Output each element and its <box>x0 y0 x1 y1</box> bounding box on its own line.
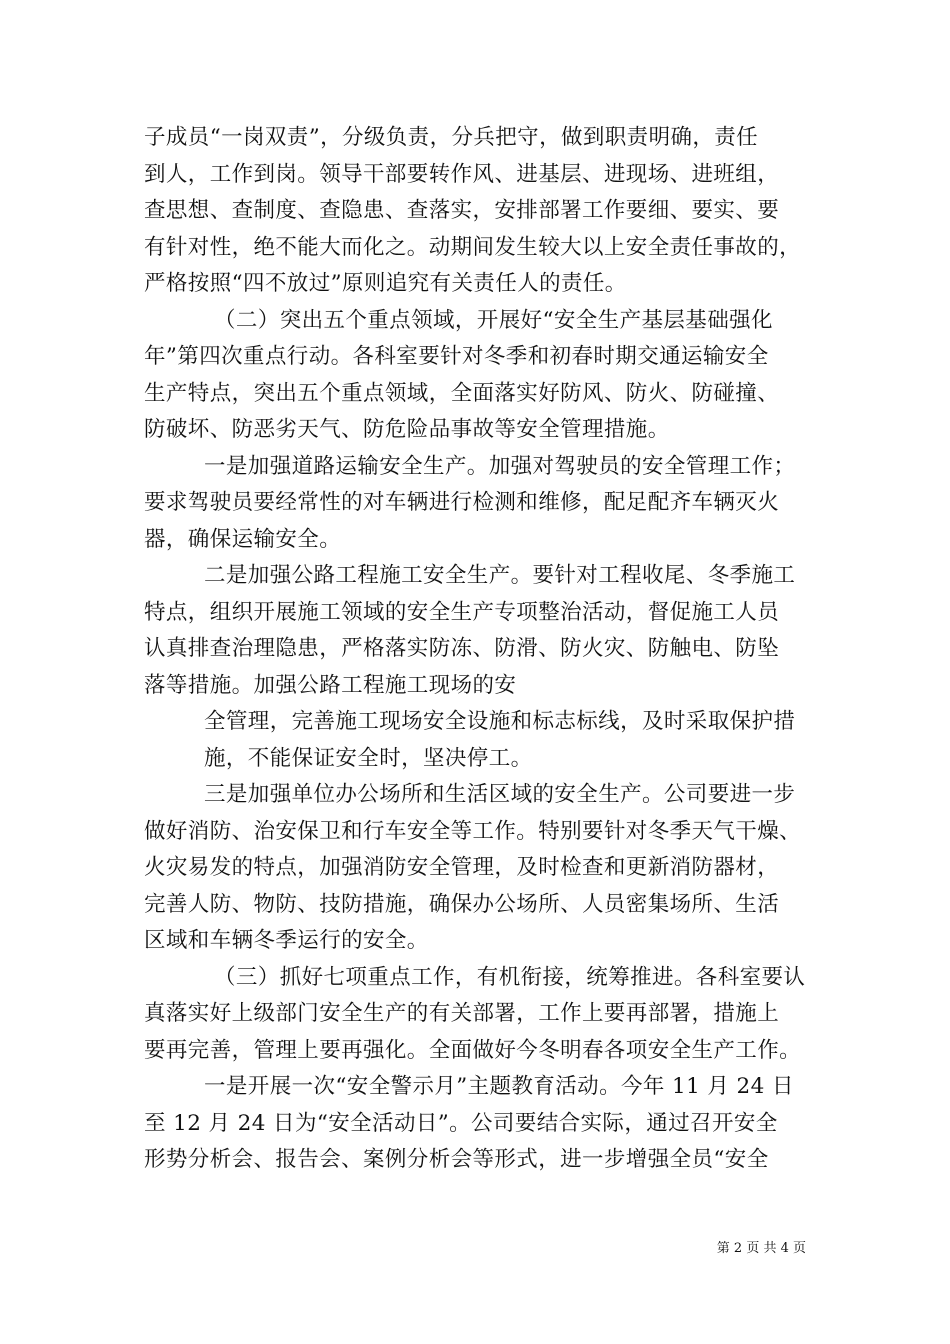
section-heading-2: （二）突出五个重点领域，开展好“安全生产基层基础强化 <box>214 307 773 333</box>
text-line: 至 12 月 24 日为“安全活动日”。公司要结合实际，通过召开安全 <box>144 1110 778 1136</box>
text-line: 年”第四次重点行动。各科室要针对冬季和初春时期交通运输安全 <box>144 344 769 369</box>
text-line: 火灾易发的特点，加强消防安全管理，及时检查和更新消防器材， <box>144 855 780 880</box>
text-line: 生产特点，突出五个重点领域，全面落实好防风、防火、防碰撞、 <box>144 380 780 406</box>
paragraph-start: 全管理，完善施工现场安全设施和标志标线，及时采取保护措 <box>204 709 796 734</box>
text-line: 区域和车辆冬季运行的安全。 <box>144 928 429 953</box>
text-line: 有针对性，绝不能大而化之。动期间发生较大以上安全责任事故的， <box>144 234 802 260</box>
text-line: 要再完善，管理上要再强化。全面做好今冬明春各项安全生产工作。 <box>144 1037 802 1063</box>
paragraph-start: 三是加强单位办公场所和生活区域的安全生产。公司要进一步 <box>204 782 796 807</box>
text-line: 要求驾驶员要经常性的对车辆进行检测和维修，配足配齐车辆灭火 <box>144 490 780 515</box>
text-line: 防破坏、防恶劣天气、防危险品事故等安全管理措施。 <box>144 417 670 442</box>
text-line: 认真排查治理隐患，严格落实防冻、防滑、防火灾、防触电、防坠 <box>144 636 780 661</box>
text-line: 器，确保运输安全。 <box>144 526 342 552</box>
page-number: 第 2 页 共 4 页 <box>716 1241 806 1256</box>
text-line: 完善人防、物防、技防措施，确保办公场所、人员密集场所、生活 <box>144 891 780 917</box>
text-line: 特点，组织开展施工领域的安全生产专项整治活动，督促施工人员 <box>144 599 780 625</box>
document-body <box>144 120 810 1179</box>
paragraph-start: 一是加强道路运输安全生产。加强对驾驶员的安全管理工作； <box>204 453 796 479</box>
text-line: 落等措施。加强公路工程施工现场的安 <box>144 672 517 698</box>
text-line: 做好消防、治安保卫和行车安全等工作。特别要针对冬季天气干燥、 <box>144 818 802 844</box>
paragraph-start: 二是加强公路工程施工安全生产。要针对工程收尾、冬季施工 <box>204 563 796 588</box>
text-line: 严格按照“四不放过”原则追究有关责任人的责任。 <box>144 271 627 296</box>
text-line: 真落实好上级部门安全生产的有关部署，工作上要再部署，措施上 <box>144 1001 780 1026</box>
paragraph-start: 一是开展一次“安全警示月”主题教育活动。今年 11 月 24 日 <box>204 1074 794 1099</box>
text-line: 形势分析会、报告会、案例分析会等形式，进一步增强全员“安全 <box>144 1147 769 1172</box>
text-line: 到人，工作到岗。领导干部要转作风、进基层、进现场、进班组， <box>144 161 780 187</box>
text-line: 查思想、查制度、查隐患、查落实，安排部署工作要细、要实、要 <box>144 198 780 223</box>
text-line: 子成员“一岗双责”，分级负责，分兵把守，做到职责明确，责任 <box>144 125 759 150</box>
section-heading-3: （三）抓好七项重点工作，有机衔接，统筹推进。各科室要认 <box>214 964 806 990</box>
text-line: 施，不能保证安全时，坚决停工。 <box>204 745 533 771</box>
